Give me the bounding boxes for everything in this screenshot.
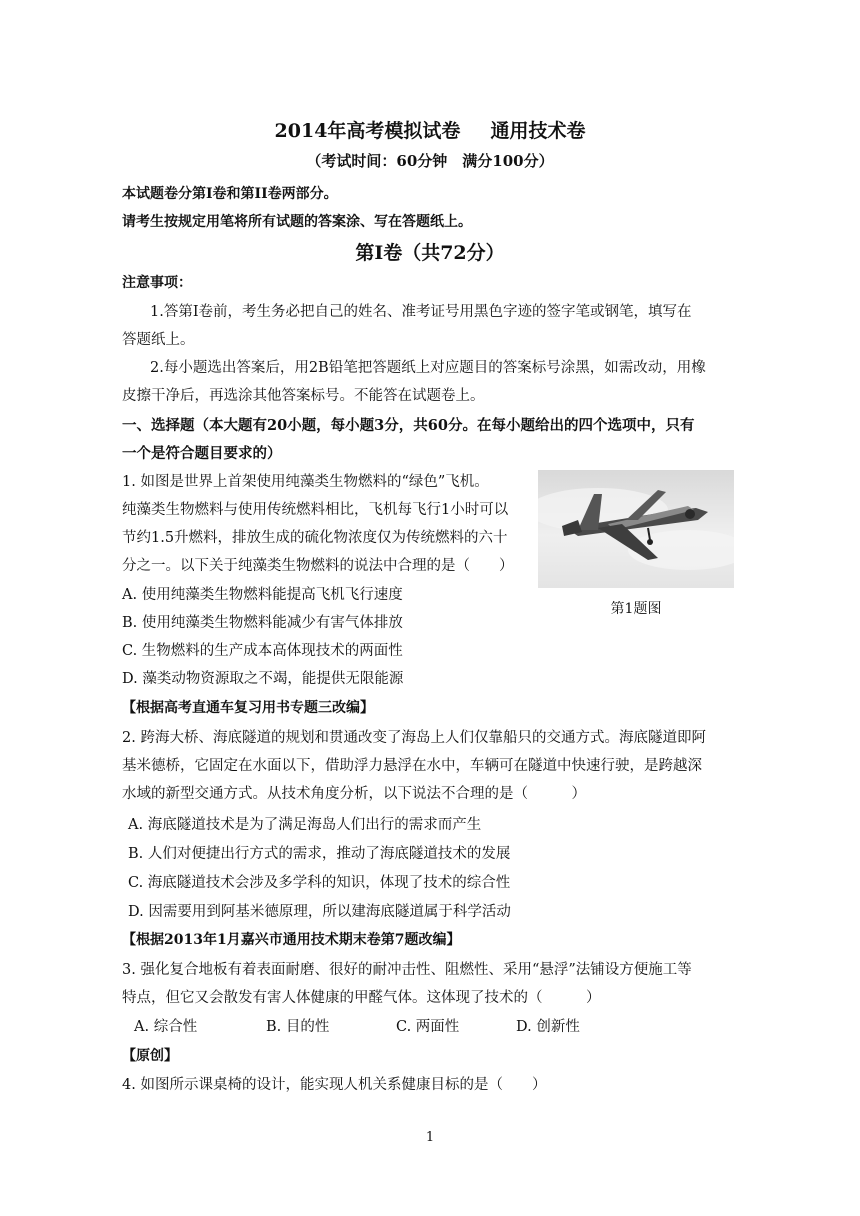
q3-line-1: 3. 强化复合地板有着表面耐磨、很好的耐冲击性、阻燃性、采用“悬浮”法铺设方便施工等 [122,962,692,978]
q2-source: 【根据2013年1月嘉兴市通用技术期末卷第7题改编】 [122,932,461,948]
q2-line-2: 基米德桥，它固定在水面以下，借助浮力悬浮在水中，车辆可在隧道中快速行驶，是跨越深 [122,758,702,774]
exam-title [0,116,860,143]
exam-title-main: 2014年高考模拟试卷 [274,120,461,142]
exam-title-subject: 通用技术卷 [490,120,586,142]
q3-source: 【原创】 [122,1048,178,1064]
q1-option-c: C. 生物燃料的生产成本高体现技术的两面性 [122,643,403,659]
note-2-line-2: 皮擦干净后，再选涂其他答案标号。不能答在试题卷上。 [122,388,485,404]
section-title: 第Ⅰ卷（共72分） [355,242,505,264]
q3-option-b: B. 目的性 [266,1019,330,1035]
q3-option-c: C. 两面性 [396,1019,460,1035]
q1-source: 【根据高考直通车复习用书专题三改编】 [122,700,374,716]
q3-option-a: A. 综合性 [134,1019,198,1035]
exam-subtitle: （考试时间：60分钟 满分100分） [306,152,554,170]
figure-1-caption: 第1题图 [610,601,662,617]
note-1-line-1: 1.答第Ⅰ卷前，考生务必把自己的姓名、准考证号用黑色字迹的签字笔或钢笔，填写在 [150,304,692,320]
page-number: 1 [425,1130,435,1145]
notes-heading: 注意事项： [122,275,192,291]
airplane-image [538,470,734,588]
q4-line-1: 4. 如图所示课桌椅的设计，能实现人机关系健康目标的是（ ） [122,1077,547,1093]
part-heading-line-2: 一个是符合题目要求的） [122,445,282,462]
q1-line-3: 节约1.5升燃料，排放生成的硫化物浓度仅为传统燃料的六十 [122,530,508,546]
note-2-line-1: 2.每小题选出答案后，用2B铅笔把答题纸上对应题目的答案标号涂黑，如需改动，用橡 [150,360,706,376]
q1-option-d: D. 藻类动物资源取之不竭，能提供无限能源 [122,671,404,687]
q2-option-b: B. 人们对便捷出行方式的需求，推动了海底隧道技术的发展 [128,846,511,862]
q2-option-a: A. 海底隧道技术是为了满足海岛人们出行的需求而产生 [128,817,482,833]
q2-line-3: 水域的新型交通方式。从技术角度分析，以下说法不合理的是（ ） [122,786,586,802]
q2-option-c: C. 海底隧道技术会涉及多学科的知识，体现了技术的综合性 [128,875,511,891]
note-1-line-2: 答题纸上。 [122,332,195,348]
q2-line-1: 2. 跨海大桥、海底隧道的规划和贯通改变了海岛上人们仅靠船只的交通方式。海底隧道即阿 [122,730,706,746]
airplane-photo [538,470,734,588]
q3-line-2: 特点，但它又会散发有害人体健康的甲醛气体。这体现了技术的（ ） [122,990,601,1006]
q2-option-d: D. 因需要用到阿基米德原理，所以建海底隧道属于科学活动 [128,904,511,920]
q1-line-1: 1. 如图是世界上首架使用纯藻类生物燃料的“绿色”飞机。 [122,474,489,490]
q1-line-2: 纯藻类生物燃料与使用传统燃料相比，飞机每飞行1小时可以 [122,502,509,518]
part-heading-line-1: 一、选择题（本大题有20小题，每小题3分，共60分。在每小题给出的四个选项中，只有 [122,417,695,434]
intro-line-2: 请考生按规定用笔将所有试题的答案涂、写在答题纸上。 [122,214,472,230]
q1-option-a: A. 使用纯藻类生物燃料能提高飞机飞行速度 [122,587,403,603]
q1-option-b: B. 使用纯藻类生物燃料能减少有害气体排放 [122,615,403,631]
intro-line-1: 本试题卷分第Ⅰ卷和第II卷两部分。 [122,186,338,202]
q1-line-4: 分之一。以下关于纯藻类生物燃料的说法中合理的是（ ） [122,558,514,574]
q3-option-d: D. 创新性 [516,1019,580,1035]
